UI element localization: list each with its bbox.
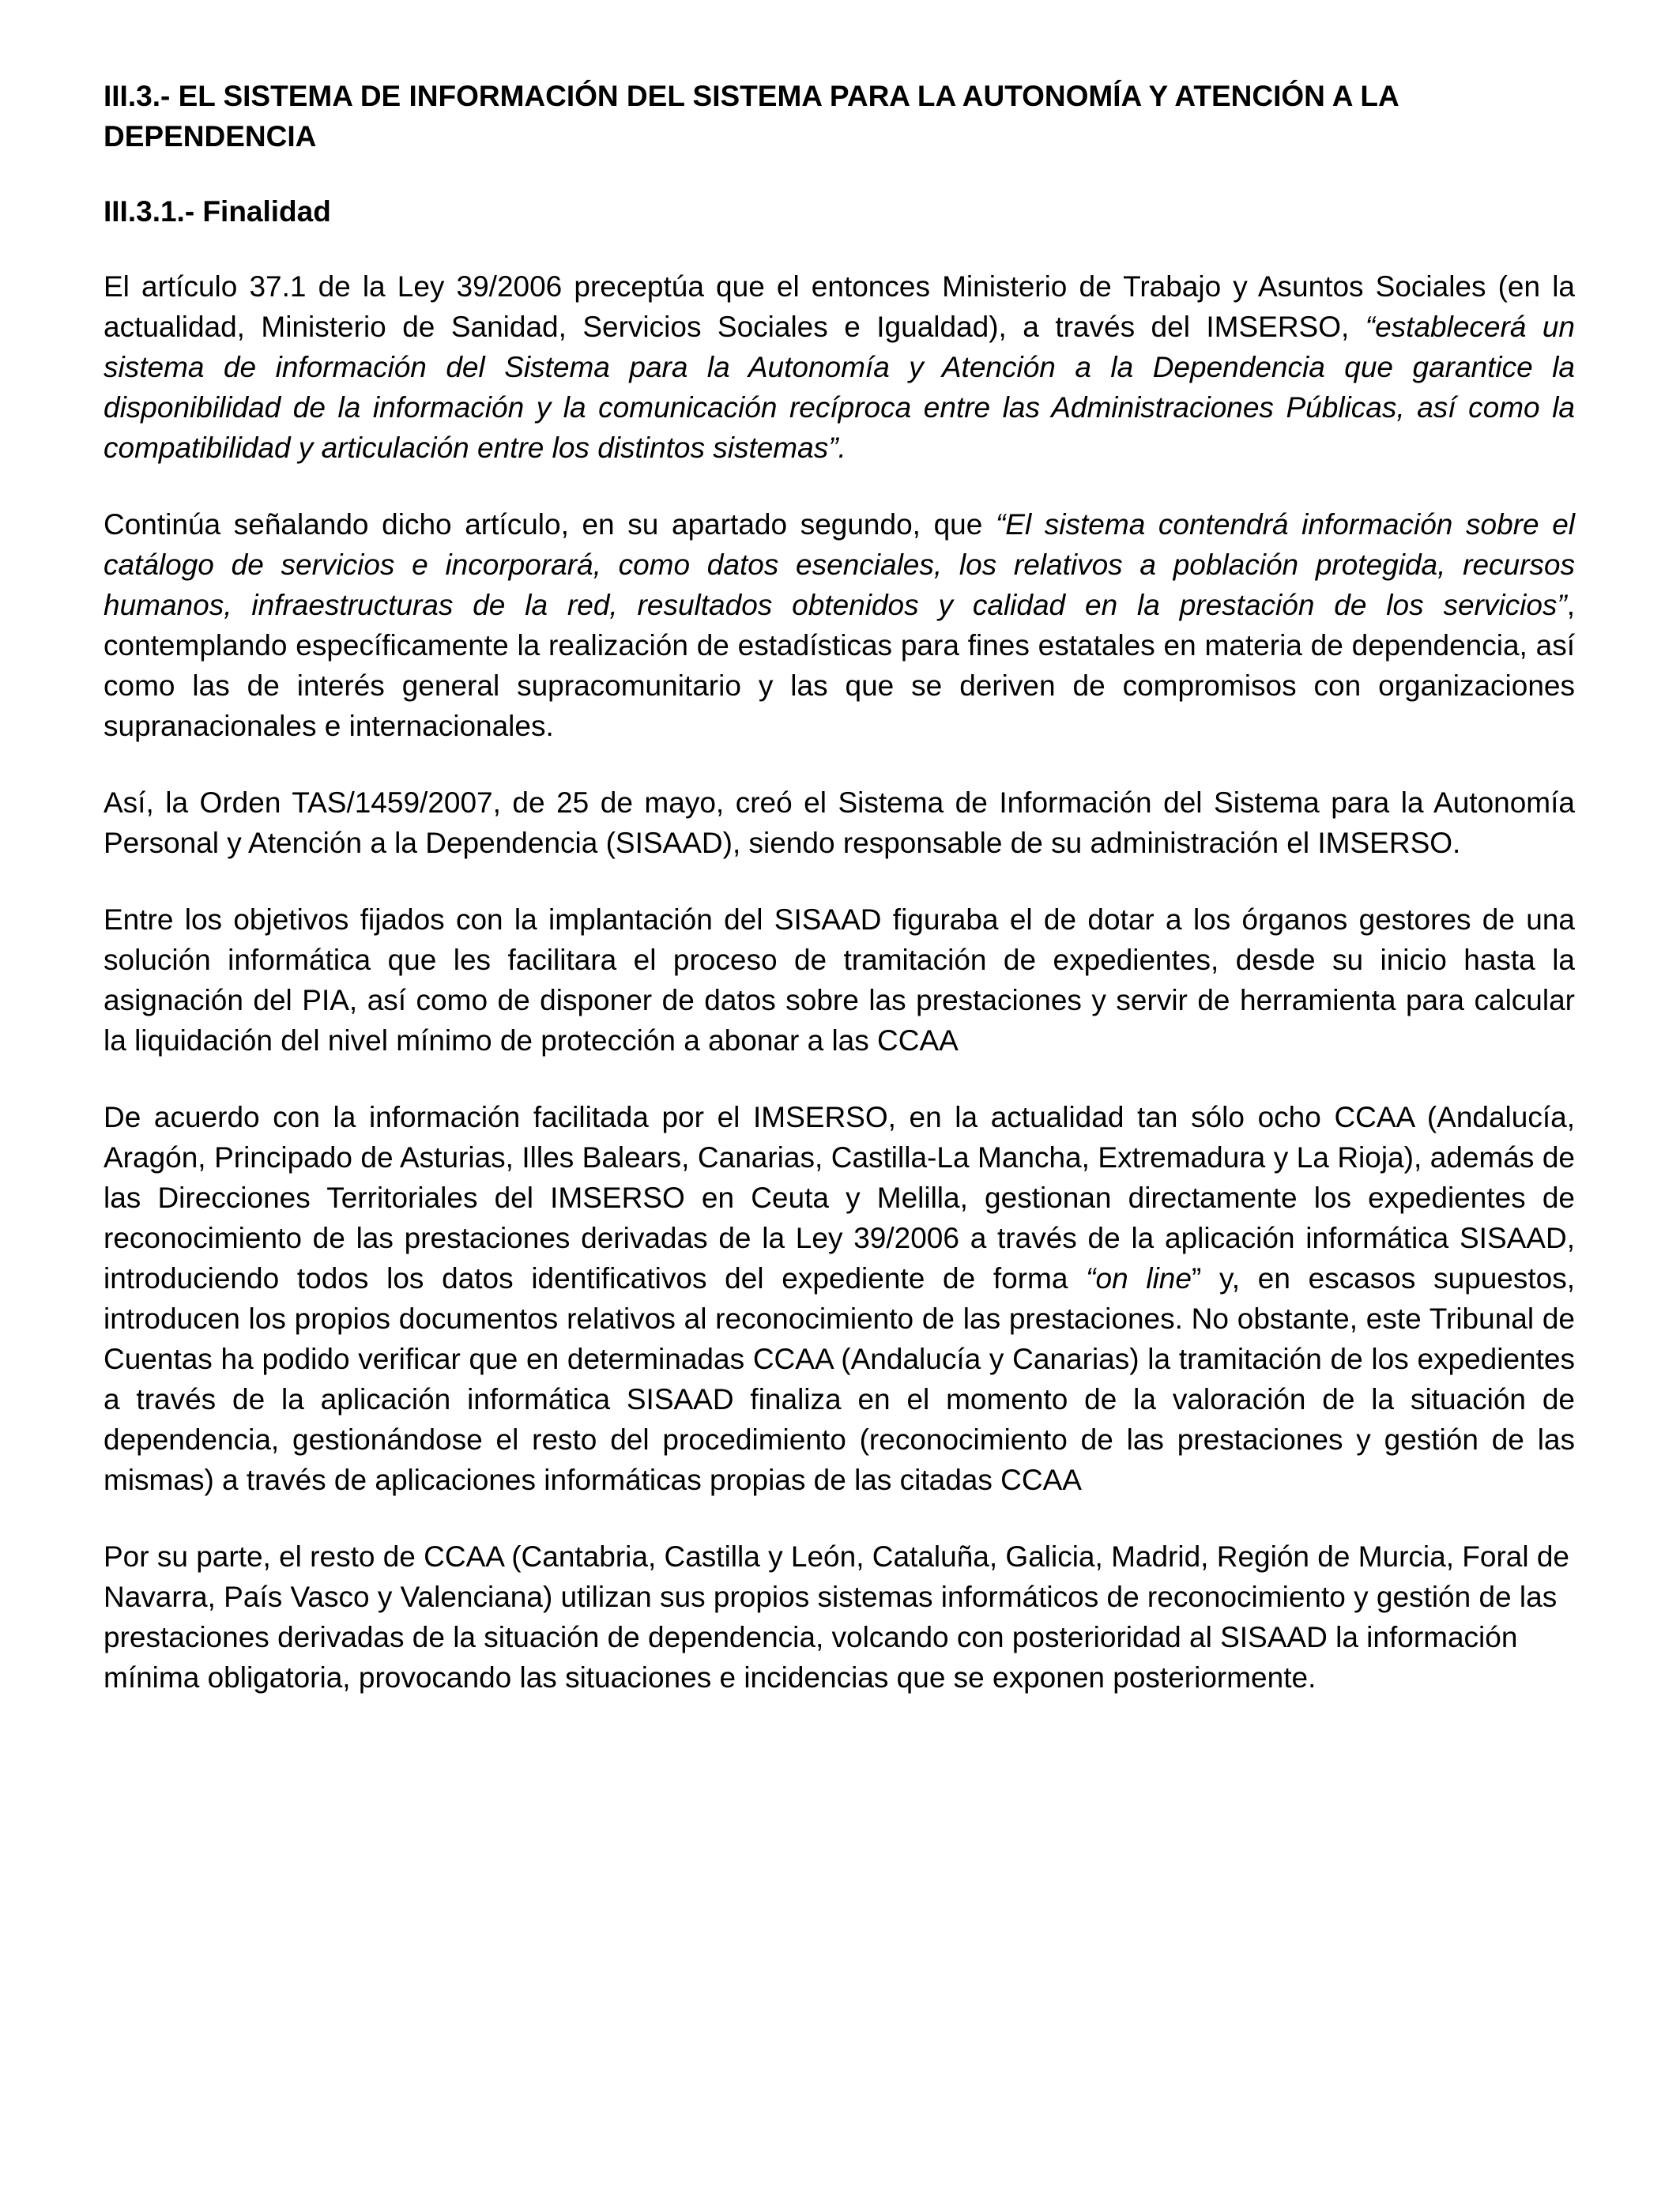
paragraph-2-text-start: Continúa señalando dicho artículo, en su apartado segundo, que [104,508,996,541]
paragraph-6: Por su parte, el resto de CCAA (Cantabria, Castilla y León, Cataluña, Galicia, Madrid, Región de Murcia, Foral de Navarra, País Vasco y Valenciana) utilizan sus propios sistemas informáticos de reconocimiento y gestión de las prestaciones derivadas de la situación de dependencia, volcando con posterioridad al SISAAD la información mínima obligatoria, provocando las situaciones e incidencias que se exponen posteriormente. [104,1540,1570,1694]
paragraph-2-quote: “El sistema contendrá información sobre el catálogo de servicios e incorporará, como datos esenciales, los relativos a población protegida, recursos humanos, infraestructuras de la red, resultados obtenidos y calidad en la prestación de los servicios” [104,508,1575,621]
paragraph-5-text-end: ” y, en escasos supuestos, introducen los propios documentos relativos al reconocimiento de las prestaciones. No obstante, este Tribunal de Cuentas ha podido verificar que en determinadas CCAA (Andalucía y Canarias) la tramitación de los expedientes a través de la aplicación informática SISAAD finaliza en el momento de la valoración de la situación de dependencia, gestionándose el resto del procedimiento (reconocimiento de las prestaciones y gestión de las mismas) a través de aplicaciones informáticas propias de las citadas CCAA [104,1262,1576,1496]
paragraph-5-text-start: De acuerdo con la información facilitada por el IMSERSO, en la actualidad tan sólo ocho CCAA (Andalucía, Aragón, Principado de Asturias, Illes Balears, Canarias, Castilla-La Mancha, Extremadura y La Rioja), además de las Direcciones Territoriales del IMSERSO en Ceuta y Melilla, gestionan directamente los expedientes de reconocimiento de las prestaciones derivadas de la Ley 39/2006 a través de la aplicación informática SISAAD, introduciendo todos los datos identificativos del expediente de forma [104,1101,1575,1295]
paragraph-2-text-end: , contemplando específicamente la realización de estadísticas para fines estatales en materia de dependencia, así como las de interés general supracomunitario y las que se deriven de compromisos con organizaciones supranacionales e internacionales. [104,589,1575,742]
paragraph-5 [104,1097,1575,1500]
paragraph-1-text: El artículo 37.1 de la Ley 39/2006 preceptúa que el entonces Ministerio de Trabajo y Asuntos Sociales (en la actualidad, Ministerio de Sanidad, Servicios Sociales e Igualdad), a través del IMSERSO, [104,270,1575,343]
paragraph-5-quote: “on line [1086,1262,1192,1295]
paragraph-1 [104,266,1575,468]
paragraph-2 [104,504,1575,746]
paragraph-3: Así, la Orden TAS/1459/2007, de 25 de mayo, creó el Sistema de Información del Sistema para la Autonomía Personal y Atención a la Dependencia (SISAAD), siendo responsable de su administración el IMSERSO. [104,786,1575,859]
document-page [104,76,1575,1734]
section-title: III.3.- EL SISTEMA DE INFORMACIÓN DEL SISTEMA PARA LA AUTONOMÍA Y ATENCIÓN A LA DEPENDENCIA [104,80,1399,153]
paragraph-1-quote: “establecerá un sistema de información del Sistema para la Autonomía y Atención a la Dependencia que garantice la disponibilidad de la información y la comunicación recíproca entre las Administraciones Públicas, así como la compatibilidad y articulación entre los distintos sistemas”. [104,311,1575,464]
subsection-title: III.3.1.- Finalidad [104,195,331,228]
paragraph-4: Entre los objetivos fijados con la implantación del SISAAD figuraba el de dotar a los órganos gestores de una solución informática que les facilitara el proceso de tramitación de expedientes, desde su inicio hasta la asignación del PIA, así como de disponer de datos sobre las prestaciones y servir de herramienta para calcular la liquidación del nivel mínimo de protección a abonar a las CCAA [104,903,1575,1057]
